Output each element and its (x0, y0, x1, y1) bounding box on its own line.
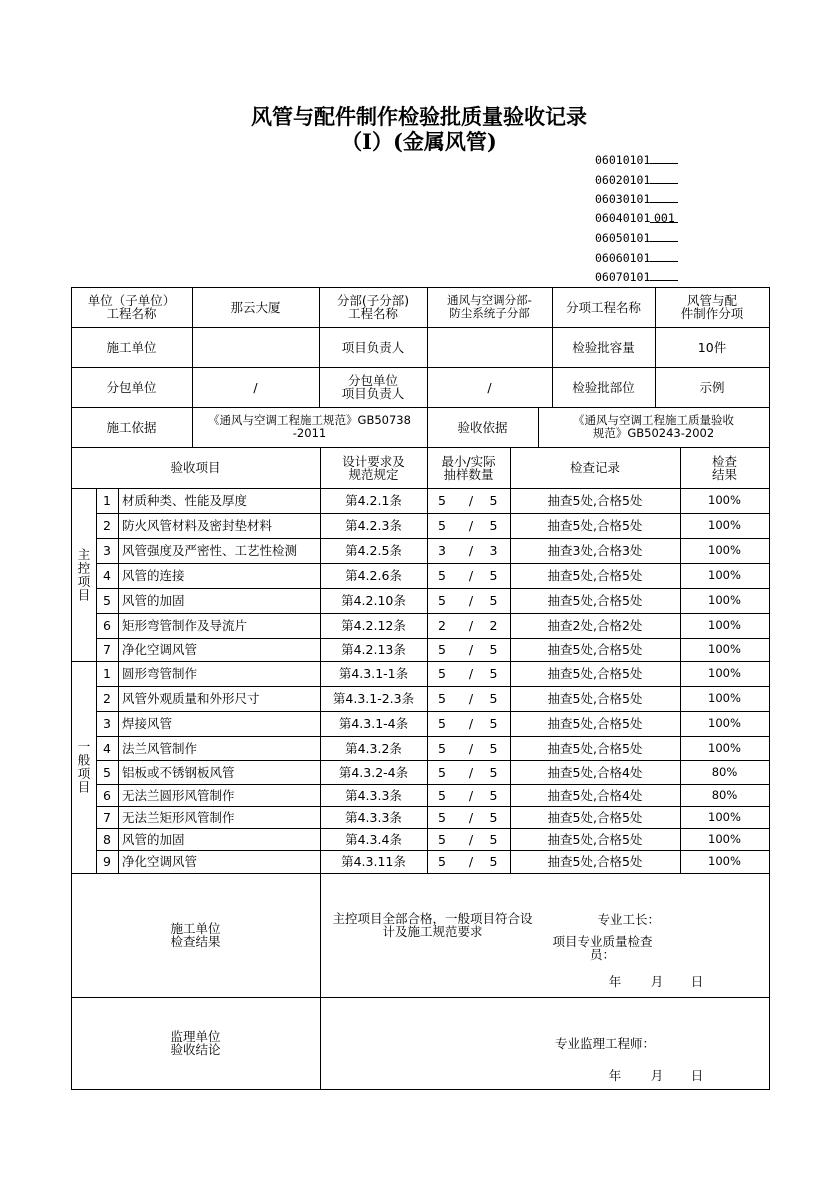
item-sample-actual: 5 (489, 740, 498, 756)
batch-location-label: 检验批部位 (572, 379, 635, 395)
inspection-code-number: 06040101 (595, 210, 651, 225)
item-sample-separator: / (468, 543, 474, 558)
item-name: 矩形弯管制作及导流片 (122, 618, 248, 633)
inspection-code (595, 267, 678, 287)
item-clause: 第4.3.1-1条 (338, 666, 409, 681)
inspection-code-number: 06010101 (595, 153, 651, 167)
supervision-date-month: 月 (650, 1067, 664, 1083)
item-number: 5 (103, 593, 111, 608)
grid-line (769, 873, 770, 1090)
item-name: 法兰风管制作 (122, 740, 198, 756)
item-sample-actual: 5 (489, 764, 498, 780)
supervising-engineer-label: 专业监理工程师： (554, 1035, 655, 1051)
item-number: 9 (103, 854, 111, 869)
item-result: 100% (708, 593, 741, 607)
item-result: 100% (708, 642, 741, 656)
item-result: 100% (708, 518, 741, 532)
item-name: 风管的加固 (122, 831, 185, 847)
item-record: 抽查2处,合格2处 (547, 618, 643, 633)
grid-line (769, 287, 770, 448)
item-sample-separator: / (468, 493, 474, 508)
item-number: 2 (103, 691, 111, 706)
item-sample-actual: 5 (489, 854, 498, 869)
item-clause: 第4.3.4条 (345, 831, 402, 847)
item-record: 抽查3处,合格3处 (547, 543, 643, 558)
batch-capacity-label: 检验批容量 (572, 339, 635, 355)
inspection-code-number: 06070101 (595, 270, 651, 284)
project-manager-value (427, 327, 552, 367)
item-sample-actual: 5 (489, 787, 498, 803)
item-name: 圆形弯管制作 (122, 666, 198, 681)
inspection-codes (595, 150, 678, 287)
item-name: 风管的连接 (122, 568, 185, 583)
supervision-date-year: 年 (608, 1067, 622, 1083)
item-clause: 第4.2.13条 (341, 642, 406, 657)
main-control-group-label (71, 488, 96, 661)
item-result: 100% (708, 493, 741, 507)
item-sample-min: 5 (438, 666, 446, 681)
sub-project-manager-label: 分包单位 项目负责人 (341, 373, 405, 401)
item-number: 1 (103, 493, 111, 508)
item-result: 100% (708, 568, 741, 582)
general-group-label-text: 一般项目 (76, 740, 91, 794)
main-control-group-label-text: 主控项目 (76, 547, 91, 602)
item-clause: 第4.3.11条 (341, 854, 406, 869)
item-sample-min: 5 (438, 854, 446, 869)
item-result: 100% (708, 716, 741, 730)
inspection-code-number: 06030101 (595, 192, 651, 206)
construction-basis-value: 《通风与空调工程施工规范》GB50738 -2011 (208, 413, 411, 440)
item-sample-min: 5 (438, 740, 446, 756)
construction-date-month: 月 (650, 973, 664, 989)
item-sample-actual: 3 (489, 543, 498, 558)
item-sample-actual: 5 (489, 691, 498, 706)
grid-line (320, 873, 321, 1090)
item-name: 净化空调风管 (122, 854, 198, 869)
inspection-code-suffix (650, 189, 678, 203)
inspection-code-number: 06060101 (595, 250, 651, 265)
item-sample-actual: 5 (489, 518, 498, 533)
item-clause: 第4.2.12条 (341, 618, 406, 633)
inspection-code (595, 150, 678, 170)
subcontractor-label: 分包单位 (106, 379, 157, 395)
batch-capacity-value: 10件 (697, 339, 727, 355)
item-sample-min: 5 (438, 787, 446, 803)
item-sample-separator: / (468, 691, 474, 706)
construction-check-label: 施工单位 检查结果 (170, 921, 221, 949)
item-sample-min: 5 (438, 764, 446, 780)
inspection-code-suffix: 001 (650, 209, 678, 223)
inspection-code (595, 189, 678, 209)
foreman-label: 专业工长： (597, 911, 660, 927)
item-number: 5 (103, 764, 111, 780)
project-manager-label: 项目负责人 (341, 339, 405, 355)
item-sample-actual: 5 (489, 831, 498, 847)
column-header-design: 设计要求及 规范规定 (342, 453, 405, 482)
item-number: 8 (103, 831, 111, 847)
item-number: 4 (103, 568, 111, 583)
quality-inspector-label: 项目专业质量检查 员： (552, 934, 653, 962)
batch-location-value: 示例 (699, 379, 725, 395)
column-header-sample: 最小/实际 抽样数量 (441, 453, 496, 482)
item-record: 抽查5处,合格5处 (547, 691, 643, 706)
supervision-label: 监理单位 验收结论 (170, 1029, 221, 1057)
item-sample-separator: / (468, 854, 474, 869)
item-clause: 第4.3.3条 (345, 809, 402, 825)
supervision-date-day: 日 (690, 1067, 704, 1083)
item-record: 抽查5处,合格5处 (547, 568, 643, 583)
item-name: 风管外观质量和外形尺寸 (122, 691, 260, 706)
item-clause: 第4.3.3条 (345, 787, 402, 803)
item-sample-min: 5 (438, 831, 446, 847)
item-number: 1 (103, 666, 111, 681)
item-record: 抽查5处,合格5处 (547, 518, 643, 533)
item-result: 100% (708, 740, 741, 755)
construction-basis-label: 施工依据 (106, 419, 157, 435)
item-sample-separator: / (468, 809, 474, 825)
inspection-code-suffix (650, 150, 678, 164)
inspection-code (595, 228, 678, 248)
item-number: 6 (103, 787, 111, 803)
inspection-code-number: 06050101 (595, 231, 651, 245)
item-clause: 第4.2.5条 (345, 543, 402, 558)
item-result: 100% (708, 666, 741, 680)
acceptance-basis-value: 《通风与空调工程施工质量验收 规范》GB50243-2002 (573, 413, 734, 440)
item-sample-min: 5 (438, 716, 446, 731)
item-record: 抽查5处,合格5处 (547, 809, 643, 825)
item-record: 抽查5处,合格5处 (547, 593, 643, 608)
unit-name-value: 那云大厦 (230, 299, 281, 315)
general-group-label (71, 661, 96, 873)
subitem-label: 分项工程名称 (565, 299, 641, 315)
inspection-code (595, 170, 678, 190)
item-sample-min: 5 (438, 568, 446, 583)
construction-date-day: 日 (690, 973, 704, 989)
item-sample-min: 5 (438, 642, 446, 657)
item-name: 净化空调风管 (122, 642, 198, 657)
item-sample-separator: / (468, 642, 474, 657)
item-name: 防火风管材料及密封垫材料 (122, 518, 273, 533)
inspection-code (595, 209, 678, 229)
item-result: 100% (708, 691, 741, 705)
item-number: 7 (103, 809, 111, 825)
item-name: 铝板或不锈钢板风管 (122, 764, 235, 780)
item-sample-actual: 5 (489, 716, 498, 731)
item-result: 100% (708, 854, 741, 868)
contractor-value (192, 327, 319, 367)
item-sample-actual: 5 (489, 642, 498, 657)
item-result: 100% (708, 618, 741, 632)
item-number: 7 (103, 642, 111, 657)
item-number: 3 (103, 543, 111, 558)
item-sample-actual: 5 (489, 809, 498, 825)
contractor-label: 施工单位 (106, 339, 157, 355)
page-subtitle: （Ⅰ）(金属风管) (341, 129, 497, 154)
item-sample-separator: / (468, 787, 474, 803)
column-header-record: 检查记录 (569, 460, 620, 475)
inspection-code-suffix (650, 228, 678, 242)
item-number: 6 (103, 618, 111, 633)
item-name: 风管的加固 (122, 593, 185, 608)
item-clause: 第4.3.2-4条 (338, 764, 409, 780)
item-result: 80% (711, 787, 738, 802)
page-title: 风管与配件制作检验批质量验收记录 (251, 104, 587, 129)
item-clause: 第4.3.2条 (345, 740, 402, 756)
item-record: 抽查5处,合格5处 (547, 716, 643, 731)
item-sample-min: 5 (438, 493, 446, 508)
subcontractor-value: / (253, 379, 258, 395)
item-sample-actual: 5 (489, 493, 498, 508)
inspection-code-suffix (650, 267, 678, 281)
item-record: 抽查5处,合格4处 (547, 764, 643, 780)
item-clause: 第4.2.3条 (345, 518, 402, 533)
item-sample-separator: / (468, 831, 474, 847)
column-header-result: 检查 结果 (711, 453, 737, 482)
item-name: 无法兰矩形风管制作 (122, 809, 235, 825)
item-clause: 第4.3.1-4条 (338, 716, 409, 731)
item-record: 抽查5处,合格5处 (547, 493, 643, 508)
item-clause: 第4.2.6条 (345, 568, 402, 583)
item-sample-min: 3 (438, 543, 446, 558)
item-clause: 第4.3.1-2.3条 (332, 691, 415, 706)
item-name: 材质种类、性能及厚度 (122, 493, 248, 508)
item-name: 风管强度及严密性、工艺性检测 (122, 543, 298, 558)
subitem-value: 风管与配 件制作分项 (680, 293, 744, 321)
construction-check-text: 主控项目全部合格，一般项目符合设 计及施工规范要求 (332, 912, 533, 939)
item-clause: 第4.2.1条 (345, 493, 402, 508)
item-clause: 第4.2.10条 (341, 593, 406, 608)
inspection-code (595, 248, 678, 268)
grid-line (71, 1089, 770, 1090)
item-sample-actual: 5 (489, 568, 498, 583)
item-sample-separator: / (468, 716, 474, 731)
item-sample-separator: / (468, 518, 474, 533)
inspection-code-suffix (650, 248, 678, 262)
item-sample-separator: / (468, 764, 474, 780)
inspection-code-number: 06020101 (595, 172, 651, 187)
inspection-code-suffix (650, 170, 678, 184)
item-sample-separator: / (468, 666, 474, 681)
item-record: 抽查5处,合格5处 (547, 831, 643, 847)
construction-date-year: 年 (608, 973, 622, 989)
division-value: 通风与空调分部- 防尘系统子分部 (447, 293, 532, 320)
item-sample-separator: / (468, 568, 474, 583)
item-sample-min: 5 (438, 593, 446, 608)
item-sample-min: 5 (438, 809, 446, 825)
item-sample-separator: / (468, 740, 474, 756)
item-sample-separator: / (468, 618, 474, 633)
item-record: 抽查5处,合格5处 (547, 642, 643, 657)
item-number: 3 (103, 716, 111, 731)
unit-name-label: 单位（子单位） 工程名称 (87, 293, 176, 321)
item-sample-separator: / (468, 593, 474, 608)
acceptance-basis-label: 验收依据 (457, 419, 508, 435)
item-record: 抽查5处,合格5处 (547, 854, 643, 869)
item-sample-actual: 2 (489, 618, 498, 633)
item-record: 抽查5处,合格5处 (547, 666, 643, 681)
division-label: 分部(子分部) 工程名称 (336, 293, 410, 321)
item-result: 100% (708, 809, 741, 824)
item-sample-actual: 5 (489, 593, 498, 608)
item-name: 焊接风管 (122, 716, 173, 731)
item-sample-min: 5 (438, 691, 446, 706)
sub-project-manager-value: / (487, 379, 492, 395)
item-result: 80% (711, 764, 738, 779)
column-header-item: 验收项目 (170, 460, 221, 475)
item-record: 抽查5处,合格4处 (547, 787, 643, 803)
item-name: 无法兰圆形风管制作 (122, 787, 235, 803)
item-sample-min: 5 (438, 518, 446, 533)
item-sample-min: 2 (438, 618, 446, 633)
item-sample-actual: 5 (489, 666, 498, 681)
item-number: 4 (103, 740, 111, 756)
item-record: 抽查5处,合格5处 (547, 740, 643, 756)
item-result: 100% (708, 831, 741, 846)
item-result: 100% (708, 543, 741, 557)
item-number: 2 (103, 518, 111, 533)
